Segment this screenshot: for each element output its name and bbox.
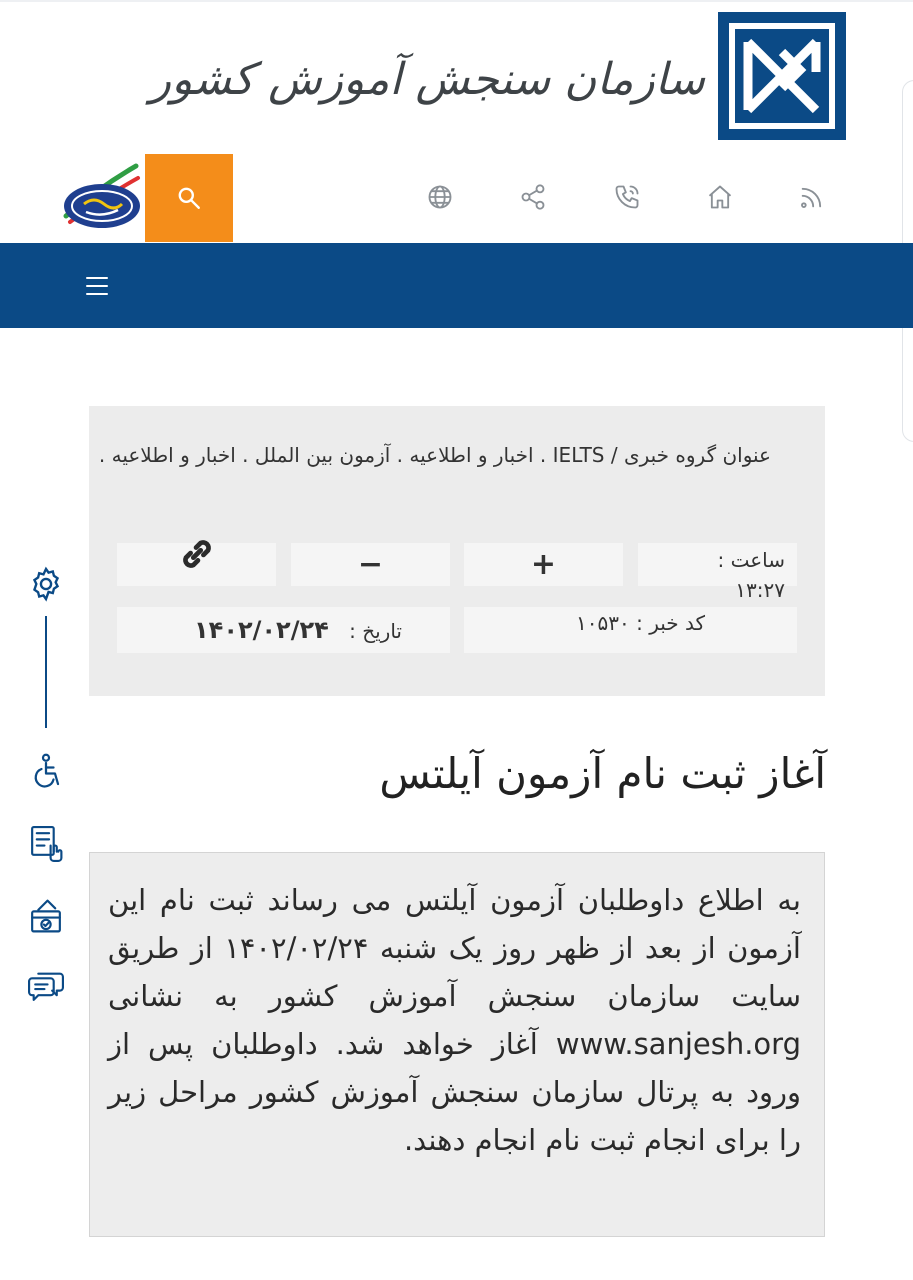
globe-icon[interactable] (420, 177, 460, 217)
campaign-emblem[interactable] (58, 158, 144, 240)
copy-link-button[interactable] (117, 543, 276, 586)
date-value: ۱۴۰۲/۰۲/۲۴ (194, 616, 329, 644)
breadcrumb: عنوان گروه خبری / IELTS . اخبار و اطلاعیه . آزمون بین الملل . اخبار و اطلاعیه . (98, 443, 771, 467)
ballot-box-icon[interactable] (26, 896, 66, 936)
home-icon[interactable] (700, 177, 740, 217)
plus-icon: + (530, 546, 557, 582)
news-code-label: کد خبر : (636, 611, 705, 635)
hamburger-menu-icon[interactable] (86, 272, 114, 300)
time-cell (638, 543, 797, 602)
checklist-icon[interactable] (26, 824, 66, 864)
sanjesh-logo[interactable] (718, 12, 846, 140)
time-label: ساعت : (717, 548, 785, 572)
time-value: ۱۳:۲۷ (735, 578, 785, 602)
share-icon[interactable] (513, 177, 553, 217)
phone-icon[interactable] (607, 177, 647, 217)
increase-font-button[interactable] (464, 543, 623, 586)
accessibility-icon[interactable] (26, 752, 66, 792)
date-cell (117, 607, 450, 653)
article-title: آغاز ثبت نام آزمون آیلتس (379, 749, 826, 798)
news-code-value: ۱۰۵۳۰ (576, 611, 630, 635)
article-body: به اطلاع داوطلبان آزمون آیلتس می رساند ثبت نام این آزمون از بعد از ظهر روز یک شنبه ۱۴۰۲/۰۲/۲۴ از طریق سایت سازمان سنجش آموزش کشور به نشانی www.sanjesh.org آغاز خواهد شد. داوطلبان پس از ورود به پرتال سازمان سنجش آموزش کشور مراحل زیر را برای انجام ثبت نام انجام دهند. (108, 883, 801, 1157)
chat-bubbles-icon[interactable] (26, 966, 66, 1006)
decrease-font-button[interactable] (291, 543, 450, 586)
settings-gear-icon[interactable] (26, 564, 66, 604)
main-navbar (0, 243, 913, 328)
minus-icon: − (357, 546, 384, 582)
link-icon (175, 532, 219, 576)
top-divider (0, 0, 913, 2)
search-button[interactable] (145, 154, 233, 242)
rss-icon[interactable] (792, 177, 832, 217)
toolbar-divider (45, 616, 47, 728)
search-icon (176, 185, 202, 211)
news-code-cell (464, 607, 797, 653)
sanjesh-logo-icon (718, 12, 846, 140)
org-name-logotype: سازمان سنجش آموزش کشور (149, 54, 705, 105)
date-label: تاریخ : (349, 619, 402, 643)
emblem-logo-icon (58, 158, 144, 240)
